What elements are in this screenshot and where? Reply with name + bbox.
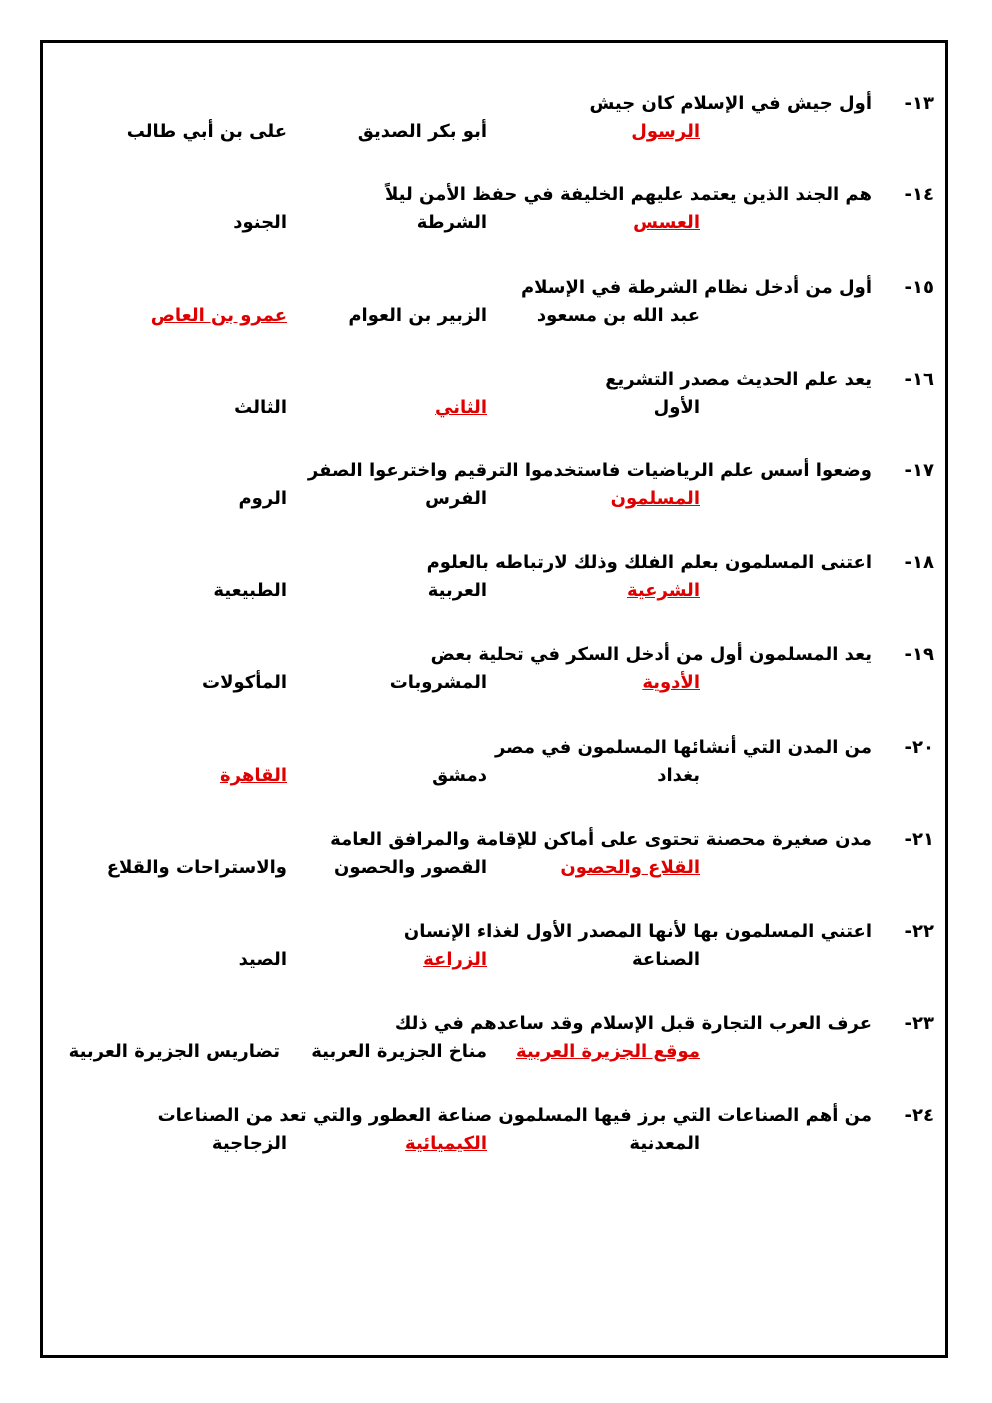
question-14 bbox=[0, 183, 992, 253]
option-3: القاهرة bbox=[220, 765, 287, 786]
question-text: هم الجند الذين يعتمد عليهم الخليفة في حفظ الأمن ليلاً bbox=[384, 184, 872, 205]
question-number: ١٣- bbox=[904, 93, 934, 114]
option-3: الثالث bbox=[234, 397, 287, 418]
question-22 bbox=[0, 920, 992, 990]
option-2: أبو بكر الصديق bbox=[357, 121, 487, 142]
question-text: أول جيش في الإسلام كان جيش bbox=[589, 93, 872, 114]
question-20 bbox=[0, 736, 992, 806]
option-2: الزبير بن العوام bbox=[348, 305, 487, 326]
option-3: الجنود bbox=[233, 212, 287, 233]
option-1: الأدوية bbox=[642, 672, 700, 693]
option-2: مناخ الجزيرة العربية bbox=[311, 1041, 487, 1062]
option-2: الزراعة bbox=[423, 949, 487, 970]
option-1: موقع الجزيرة العربية bbox=[515, 1041, 700, 1062]
option-2: دمشق bbox=[432, 765, 487, 786]
question-text: اعتنى المسلمون بعلم الفلك وذلك لارتباطه بالعلوم bbox=[426, 552, 872, 573]
option-3: على بن أبي طالب bbox=[126, 121, 287, 142]
question-text: عرف العرب التجارة قبل الإسلام وقد ساعدهم في ذلك bbox=[394, 1013, 872, 1034]
question-17 bbox=[0, 459, 992, 529]
option-3: عمرو بن العاص bbox=[150, 305, 287, 326]
question-number: ١٥- bbox=[904, 277, 934, 298]
question-number: ٢٤- bbox=[904, 1105, 934, 1126]
option-2: الفرس bbox=[425, 488, 487, 509]
option-2: العربية bbox=[427, 580, 487, 601]
question-number: ٢٣- bbox=[904, 1013, 934, 1034]
option-1: العسس bbox=[633, 212, 700, 233]
question-number: ٢٠- bbox=[904, 737, 934, 758]
option-1: الشرعية bbox=[626, 580, 700, 601]
question-number: ١٩- bbox=[904, 644, 934, 665]
question-text: اعتني المسلمون بها لأنها المصدر الأول لغذاء الإنسان bbox=[403, 921, 872, 942]
option-2: الشرطة bbox=[416, 212, 487, 233]
option-2: الثاني bbox=[434, 397, 487, 418]
question-16 bbox=[0, 368, 992, 438]
option-3: الروم bbox=[238, 488, 287, 509]
option-2: القصور والحصون bbox=[333, 857, 487, 878]
option-1: المعدنية bbox=[629, 1133, 700, 1154]
question-text: يعد علم الحديث مصدر التشريع bbox=[605, 369, 872, 390]
option-3: المأكولات bbox=[202, 672, 287, 693]
question-19 bbox=[0, 643, 992, 713]
option-1: عبد الله بن مسعود bbox=[536, 305, 700, 326]
question-number: ١٧- bbox=[904, 460, 934, 481]
question-number: ١٨- bbox=[904, 552, 934, 573]
question-text: يعد المسلمون أول من أدخل السكر في تحلية بعض bbox=[430, 644, 872, 665]
option-1: الصناعة bbox=[632, 949, 700, 970]
option-3: تضاريس الجزيرة العربية bbox=[68, 1041, 280, 1062]
option-3: الطبيعية bbox=[213, 580, 287, 601]
question-text: من المدن التي أنشائها المسلمون في مصر bbox=[494, 737, 872, 758]
question-number: ٢١- bbox=[904, 829, 934, 850]
option-1: بغداد bbox=[657, 765, 700, 786]
question-15 bbox=[0, 276, 992, 346]
option-1: المسلمون bbox=[610, 488, 700, 509]
question-text: أول من أدخل نظام الشرطة في الإسلام bbox=[520, 277, 872, 298]
question-number: ١٦- bbox=[904, 369, 934, 390]
option-1: الأول bbox=[653, 397, 700, 418]
option-2: المشروبات bbox=[389, 672, 487, 693]
option-1: القلاع والحصون bbox=[560, 857, 700, 878]
question-21 bbox=[0, 828, 992, 898]
question-24 bbox=[0, 1104, 992, 1174]
question-text: وضعوا أسس علم الرياضيات فاستخدموا الترقيم واخترعوا الصفر bbox=[307, 460, 872, 481]
question-23 bbox=[0, 1012, 992, 1082]
question-text: مدن صغيرة محصنة تحتوى على أماكن للإقامة والمرافق العامة bbox=[330, 829, 872, 850]
option-1: الرسول bbox=[631, 121, 700, 142]
option-3: الزجاجية bbox=[211, 1133, 287, 1154]
question-13 bbox=[0, 92, 992, 162]
question-number: ١٤- bbox=[904, 184, 934, 205]
question-18 bbox=[0, 551, 992, 621]
option-3: والاستراحات والقلاع bbox=[106, 857, 287, 878]
option-2: الكيميائية bbox=[405, 1133, 487, 1154]
option-3: الصيد bbox=[238, 949, 287, 970]
question-text: من أهم الصناعات التي برز فيها المسلمون صناعة العطور والتي تعد من الصناعات bbox=[157, 1105, 872, 1126]
question-number: ٢٢- bbox=[904, 921, 934, 942]
